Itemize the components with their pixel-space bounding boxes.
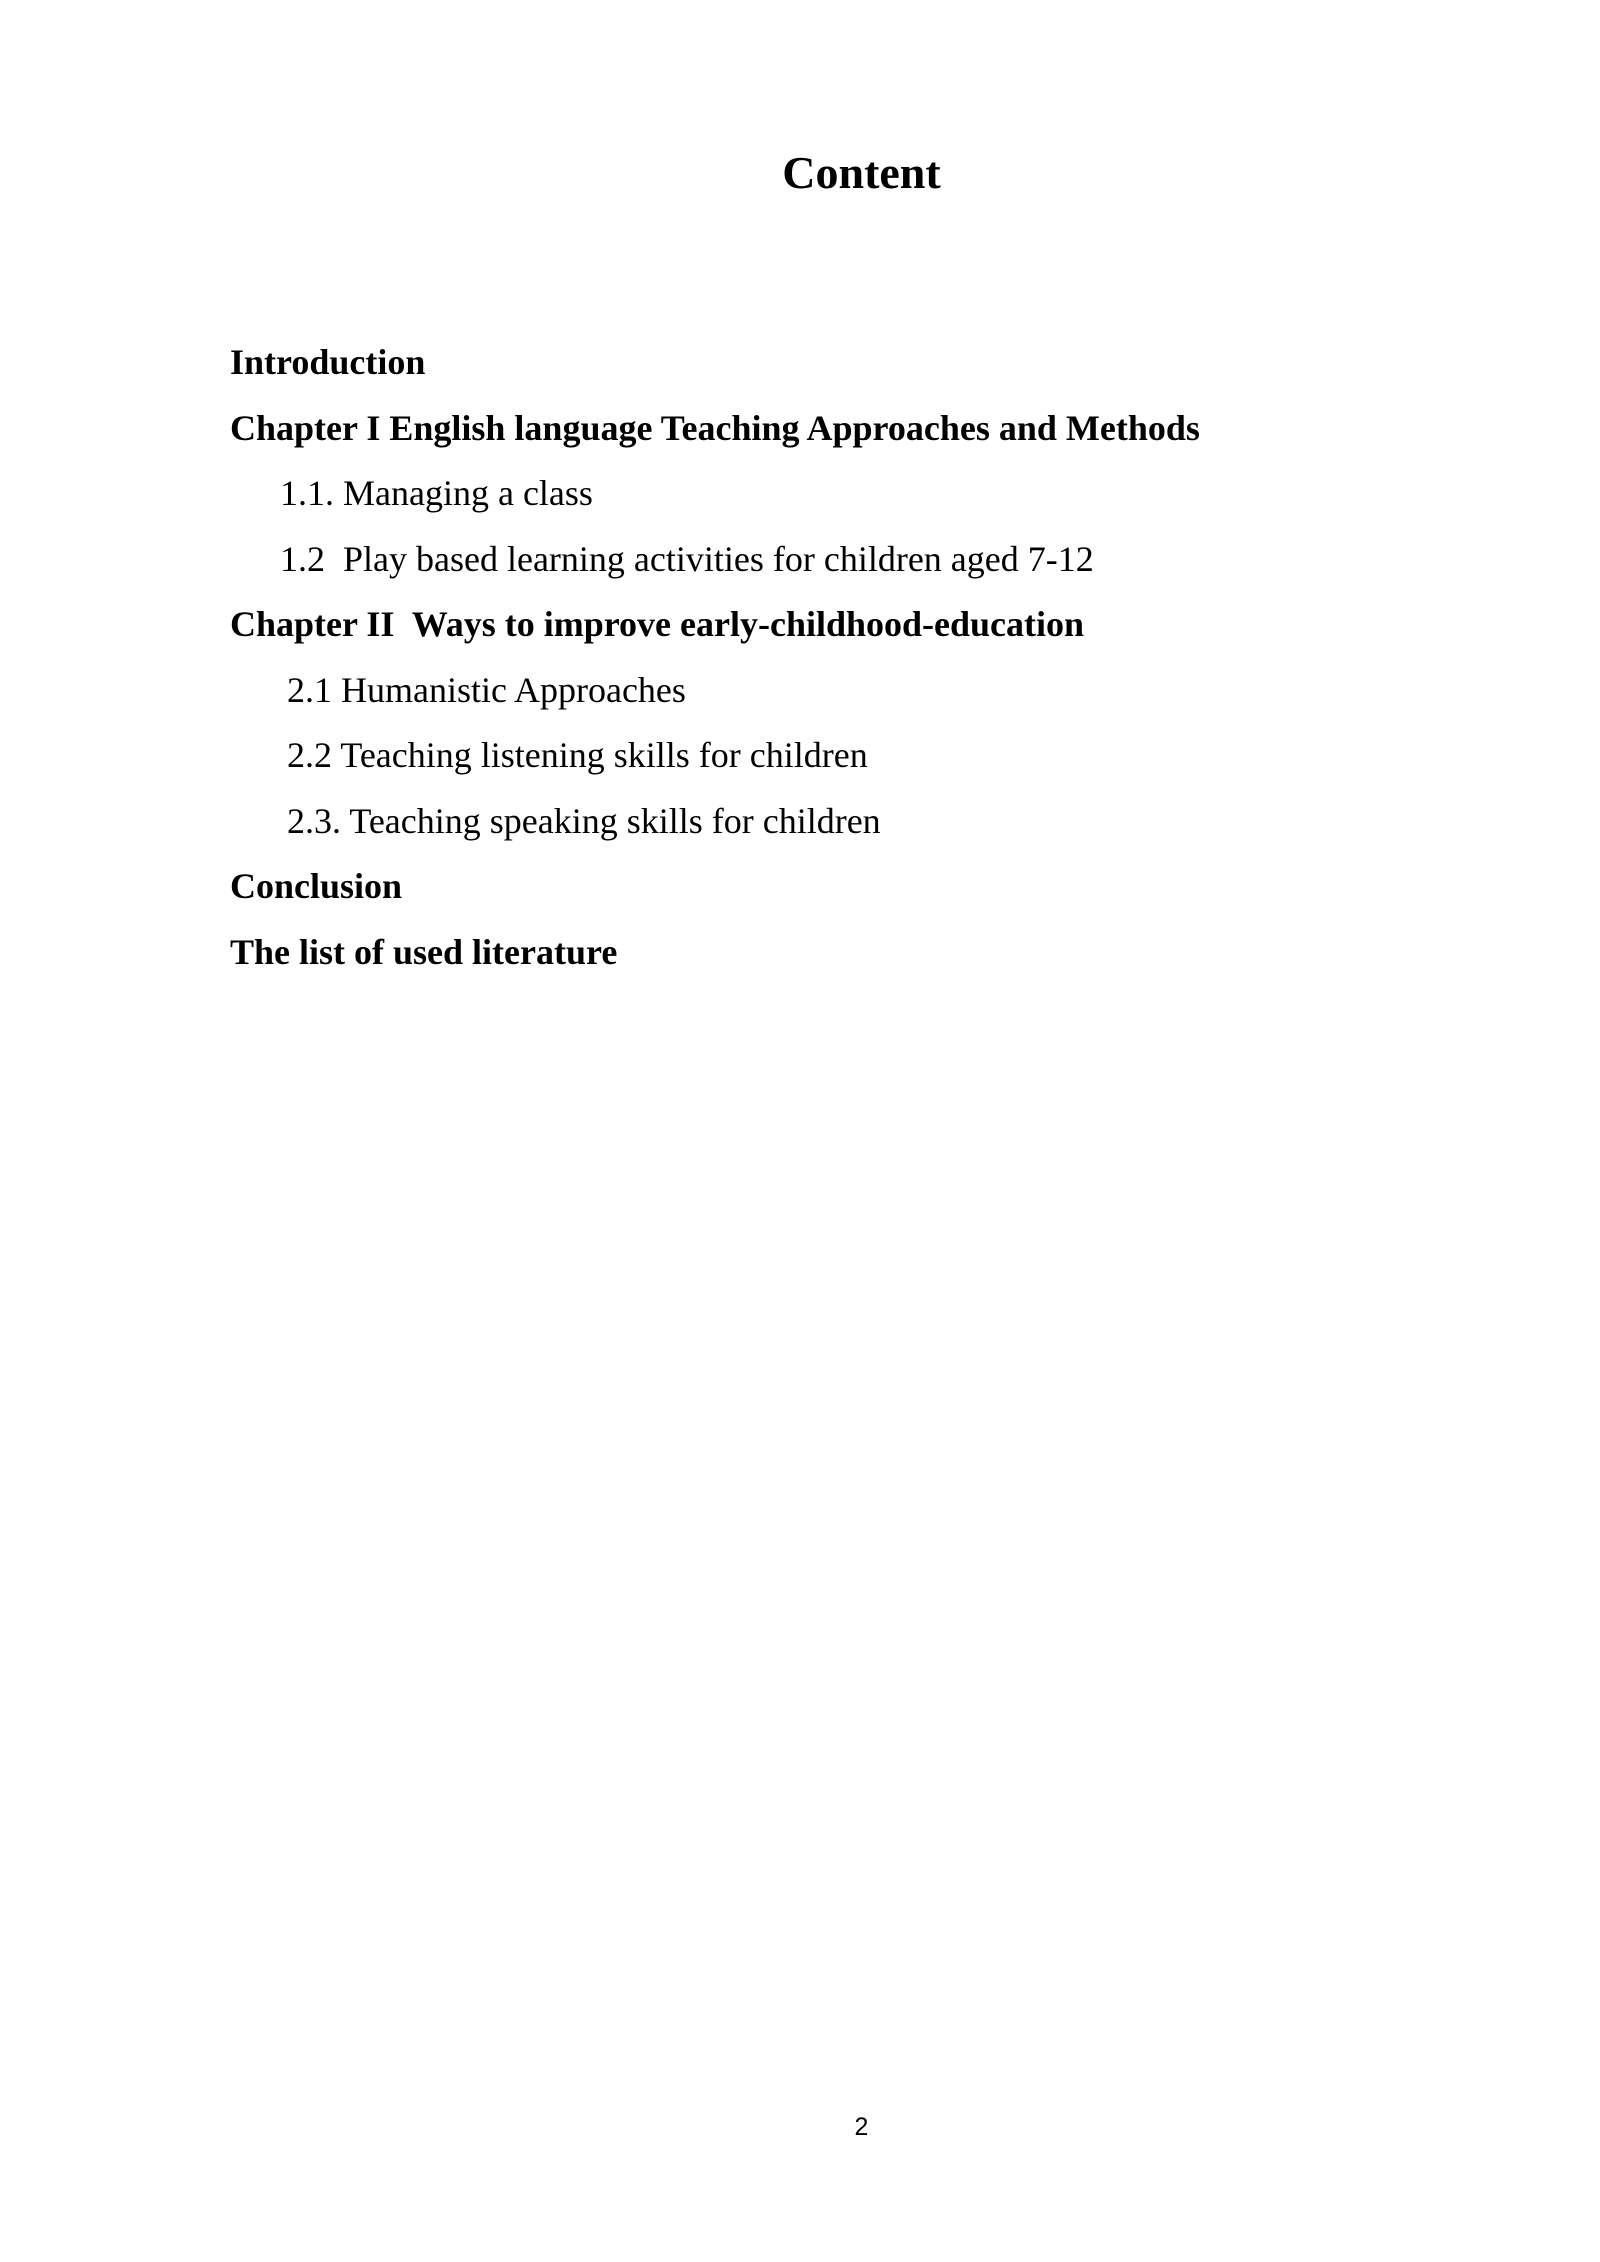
page-title: Content [782,147,941,198]
toc-entry-chapter-2: Chapter II Ways to improve early-childhood-education [230,604,1085,644]
toc-entry-section-2-2: 2.2 Teaching listening skills for children [287,735,868,775]
toc-entry-conclusion: Conclusion [230,866,403,906]
toc-entry-chapter-1: Chapter I English language Teaching Approaches and Methods [230,407,1200,448]
toc-entry-introduction: Introduction [230,342,426,382]
toc-entry-section-2-1: 2.1 Humanistic Approaches [287,669,686,710]
toc-entry-section-1-2: 1.2 Play based learning activities for children aged 7-12 [280,538,1094,579]
toc-entry-section-1-1: 1.1. Managing a class [280,473,593,513]
table-of-contents [230,330,1430,985]
toc-entry-section-2-3: 2.3. Teaching speaking skills for children [287,800,881,841]
page-number: 2 [854,2113,869,2141]
toc-entry-literature: The list of used literature [230,931,618,972]
